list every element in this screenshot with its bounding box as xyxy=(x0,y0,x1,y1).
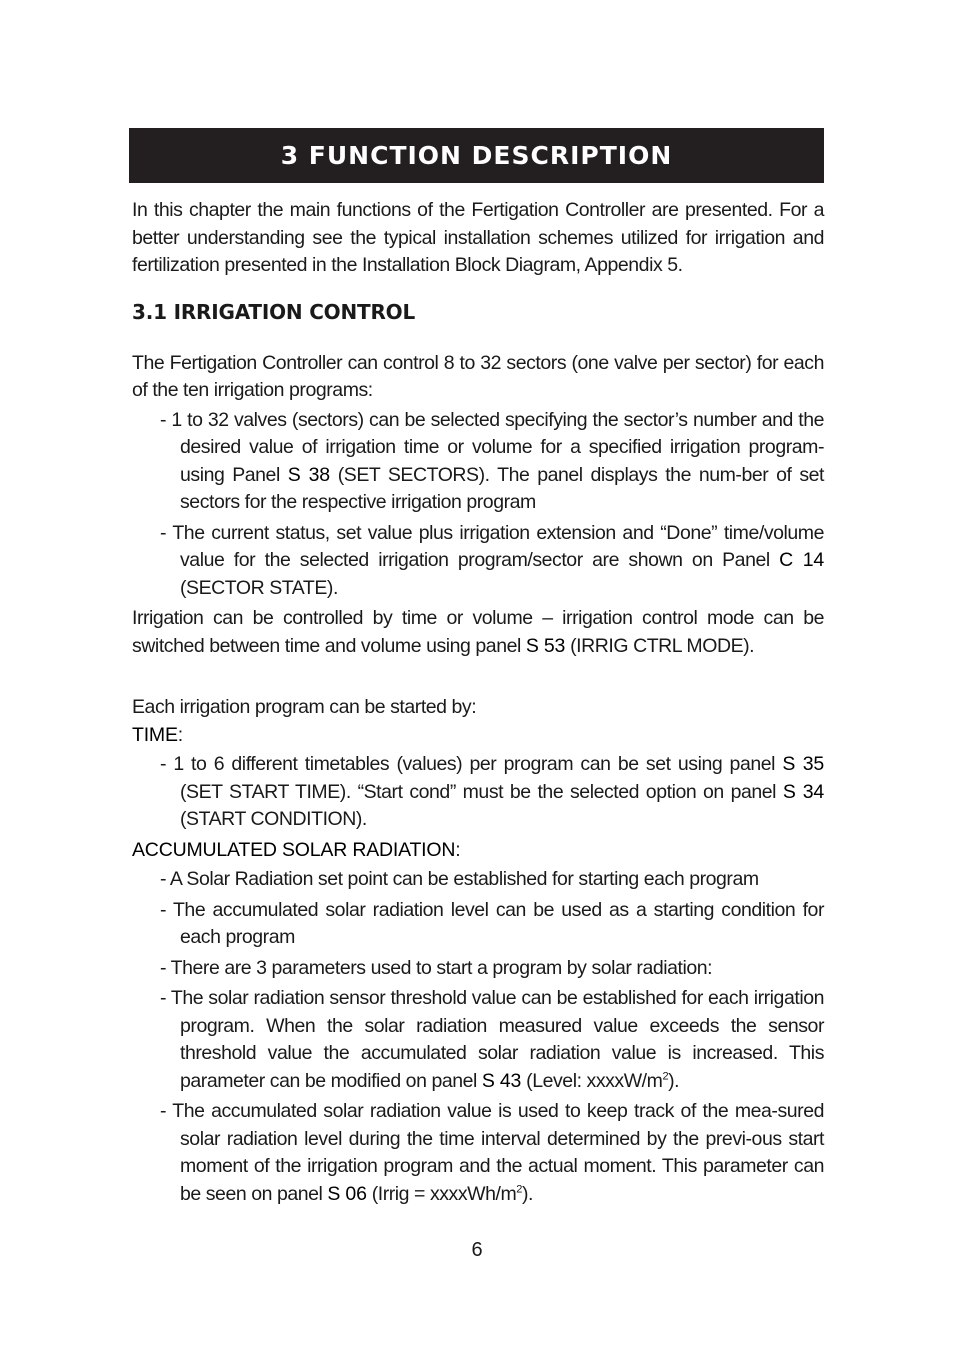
bullet-text: (SET SECTORS). The panel displays the num-ber of set sectors for the respective irrigation program xyxy=(180,463,824,513)
bullet-text: ). xyxy=(521,1182,533,1205)
colon: : xyxy=(177,723,183,746)
bullet-text: - The accumulated solar radiation value is used to keep track of the mea-sured solar radiation level during the time interval determined by the previ-ous start moment of the irrigation program and the actual moment. This parameter can be seen on panel xyxy=(160,1100,824,1205)
time-bullet-list xyxy=(132,751,824,834)
chapter-title: 3 FUNCTION DESCRIPTION xyxy=(280,141,673,170)
started-by-paragraph: Each irrigation program can be started by: xyxy=(132,696,477,718)
time-label: TIME xyxy=(132,723,178,746)
panel-code: S 53 xyxy=(525,634,566,657)
paragraph-text: (IRRIG CTRL MODE). xyxy=(565,634,755,657)
control-mode-paragraph xyxy=(132,605,824,660)
panel-code: S 43 xyxy=(481,1069,522,1092)
panel-code: S 35 xyxy=(782,753,824,775)
chapter-title-banner xyxy=(129,128,824,183)
panel-code: C 14 xyxy=(779,549,825,571)
solar-label: ACCUMULATED SOLAR RADIATION xyxy=(132,838,456,861)
intro-paragraph: In this chapter the main functions of the Fertigation Controller are presented. For a better understanding see the typical installation schemes utilized for irrigation and fertilization presented in the Installation Block Diagram, Appendix 5. xyxy=(132,199,824,276)
colon: : xyxy=(455,838,461,861)
solar-heading xyxy=(132,837,824,865)
bullet-text: (SET START TIME). “Start cond” must be the selected option on panel xyxy=(180,780,783,803)
bullet-text: (START CONDITION). xyxy=(180,808,367,830)
page-number: 6 xyxy=(471,1239,483,1261)
list-item: - There are 3 parameters used to start a program by solar radiation: xyxy=(160,956,713,979)
time-heading xyxy=(132,722,824,750)
bullet-text: (SECTOR STATE). xyxy=(180,576,338,599)
list-item xyxy=(160,985,824,1095)
solar-bullet-list xyxy=(132,866,824,1208)
list-item: - The accumulated solar radiation level can be used as a starting condition for each program xyxy=(160,898,824,948)
list-item xyxy=(160,1098,824,1208)
bullet-text: - 1 to 32 valves (sectors) can be selected specifying the sector’s number and the desired value of irrigation time or volume for a specified irrigation program-using Panel xyxy=(160,408,824,486)
page-content xyxy=(132,197,824,1211)
panel-code: S 06 xyxy=(327,1182,367,1205)
bullet-text: - The solar radiation sensor threshold value can be established for each irrigation program. When the solar radiation measured value exceeds the sensor threshold value the accumulated solar radiation value is increased. This parameter can be modified on panel xyxy=(160,987,824,1092)
superscript: 2 xyxy=(662,1070,669,1082)
bullet-text: (Irrig = xxxxWh/m xyxy=(366,1182,517,1205)
bullet-text: ). xyxy=(668,1069,680,1092)
list-item xyxy=(160,520,824,603)
paragraph-text: Irrigation can be controlled by time or volume – irrigation control mode can be switched between time and volume using panel xyxy=(132,607,824,657)
list-item xyxy=(160,407,824,517)
sector-bullet-list xyxy=(132,407,824,603)
panel-code: S 38 xyxy=(287,463,330,486)
bullet-text: (Level: xxxxW/m xyxy=(521,1069,663,1092)
superscript: 2 xyxy=(516,1183,522,1195)
list-item: - A Solar Radiation set point can be established for starting each program xyxy=(160,868,759,890)
panel-code: S 34 xyxy=(782,780,824,803)
list-item xyxy=(160,751,824,834)
bullet-text: - The current status, set value plus irrigation extension and “Done” time/volume value for the selected irrigation program/sector are shown on Panel xyxy=(160,521,824,571)
section-title: 3.1 IRRIGATION CONTROL xyxy=(132,299,416,324)
bullet-text: - 1 to 6 different timetables (values) per program can be set using panel xyxy=(160,753,783,775)
section-lead: The Fertigation Controller can control 8 to 32 sectors (one valve per sector) for each of the ten irrigation programs: xyxy=(132,351,824,401)
spacer xyxy=(132,660,824,694)
